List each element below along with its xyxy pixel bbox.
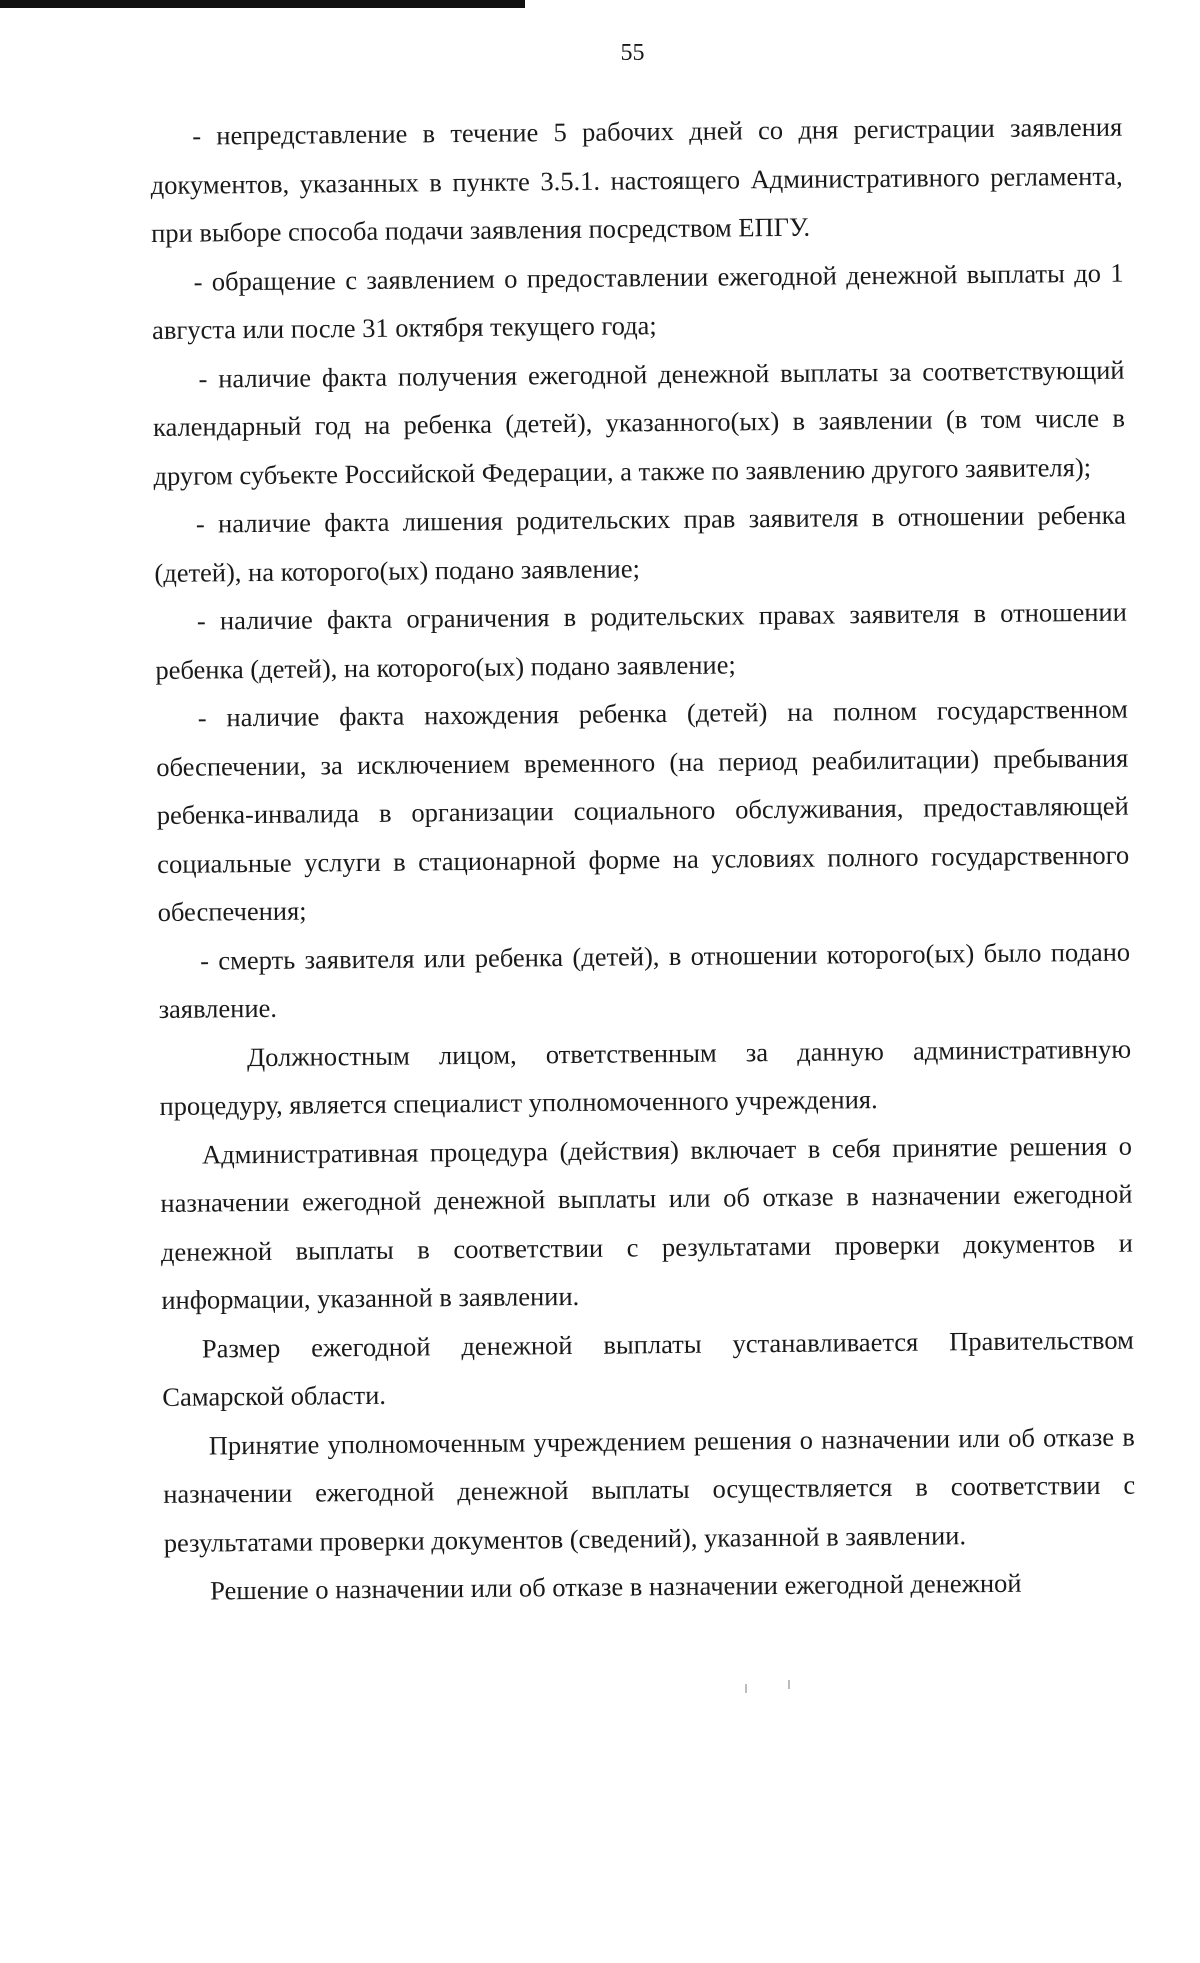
paragraph-payment-received: - наличие факта получения ежегодной денежной выплаты за соответствующий календарный год на ребенка (детей), указанного(ых) в заявлении (в том числе в другом субъекте Российской Федерации, а также по заявлению другого заявителя);: [152, 354, 1126, 491]
paragraph-payment-amount: Размер ежегодной денежной выплаты устанавливается Правительством Самарской области.: [162, 1324, 1134, 1412]
scan-speck: [745, 1684, 747, 1693]
paragraph-parental-rights-restriction: - наличие факта ограничения в родительских правах заявителя в отношении ребенка (детей), на которого(ых) подано заявление;: [155, 596, 1127, 685]
paragraph-decision-start: Решение о назначении или об отказе в назначении ежегодной денежной: [210, 1567, 1022, 1606]
paragraph-non-submission: - непредставление в течение 5 рабочих дней со дня регистрации заявления документов, указанных в пункте 3.5.1. настоящего Административного регламента, при выборе способа подачи заявления посредством ЕПГУ.: [150, 111, 1123, 248]
page-number: 55: [620, 40, 645, 66]
paragraph-death: - смерть заявителя или ребенка (детей), в отношении которого(ых) было подано заявление.: [158, 936, 1131, 1024]
paragraph-procedure-scope: Административная процедура (действия) включает в себя принятие решения о назначении ежегодной денежной выплаты или об отказе в назначении ежегодной денежной выплаты в соответствии с результатами проверки документов и информации, указанной в заявлении.: [160, 1130, 1134, 1315]
paragraph-decision-basis: Принятие уполномоченным учреждением решения о назначении или об отказе в назначении ежегодной денежной выплаты осуществляется в соответствии с результатами проверки документов (сведений), указанной в заявлении.: [163, 1421, 1136, 1558]
paragraph-application-deadline: - обращение с заявлением о предоставлении ежегодной денежной выплаты до 1 августа или после 31 октября текущего года;: [151, 257, 1124, 345]
document-body: [150, 103, 1136, 1616]
scan-edge-bar: [0, 0, 525, 8]
paragraph-responsible-official: Должностным лицом, ответственным за данную административную процедуру, является специалист уполномоченного учреждения.: [159, 1033, 1132, 1121]
paragraph-parental-rights-deprivation: - наличие факта лишения родительских прав заявителя в отношении ребенка (детей), на которого(ых) подано заявление;: [154, 499, 1127, 588]
scan-speck: [788, 1680, 790, 1689]
paragraph-state-support: - наличие факта нахождения ребенка (детей) на полном государственном обеспечении, за исключением временного (на период реабилитации) пребывания ребенка-инвалида в организации социального обслуживания, предоставляющей социальные услуги в стационарной форме на условиях полного государственного обеспечения;: [156, 693, 1130, 927]
